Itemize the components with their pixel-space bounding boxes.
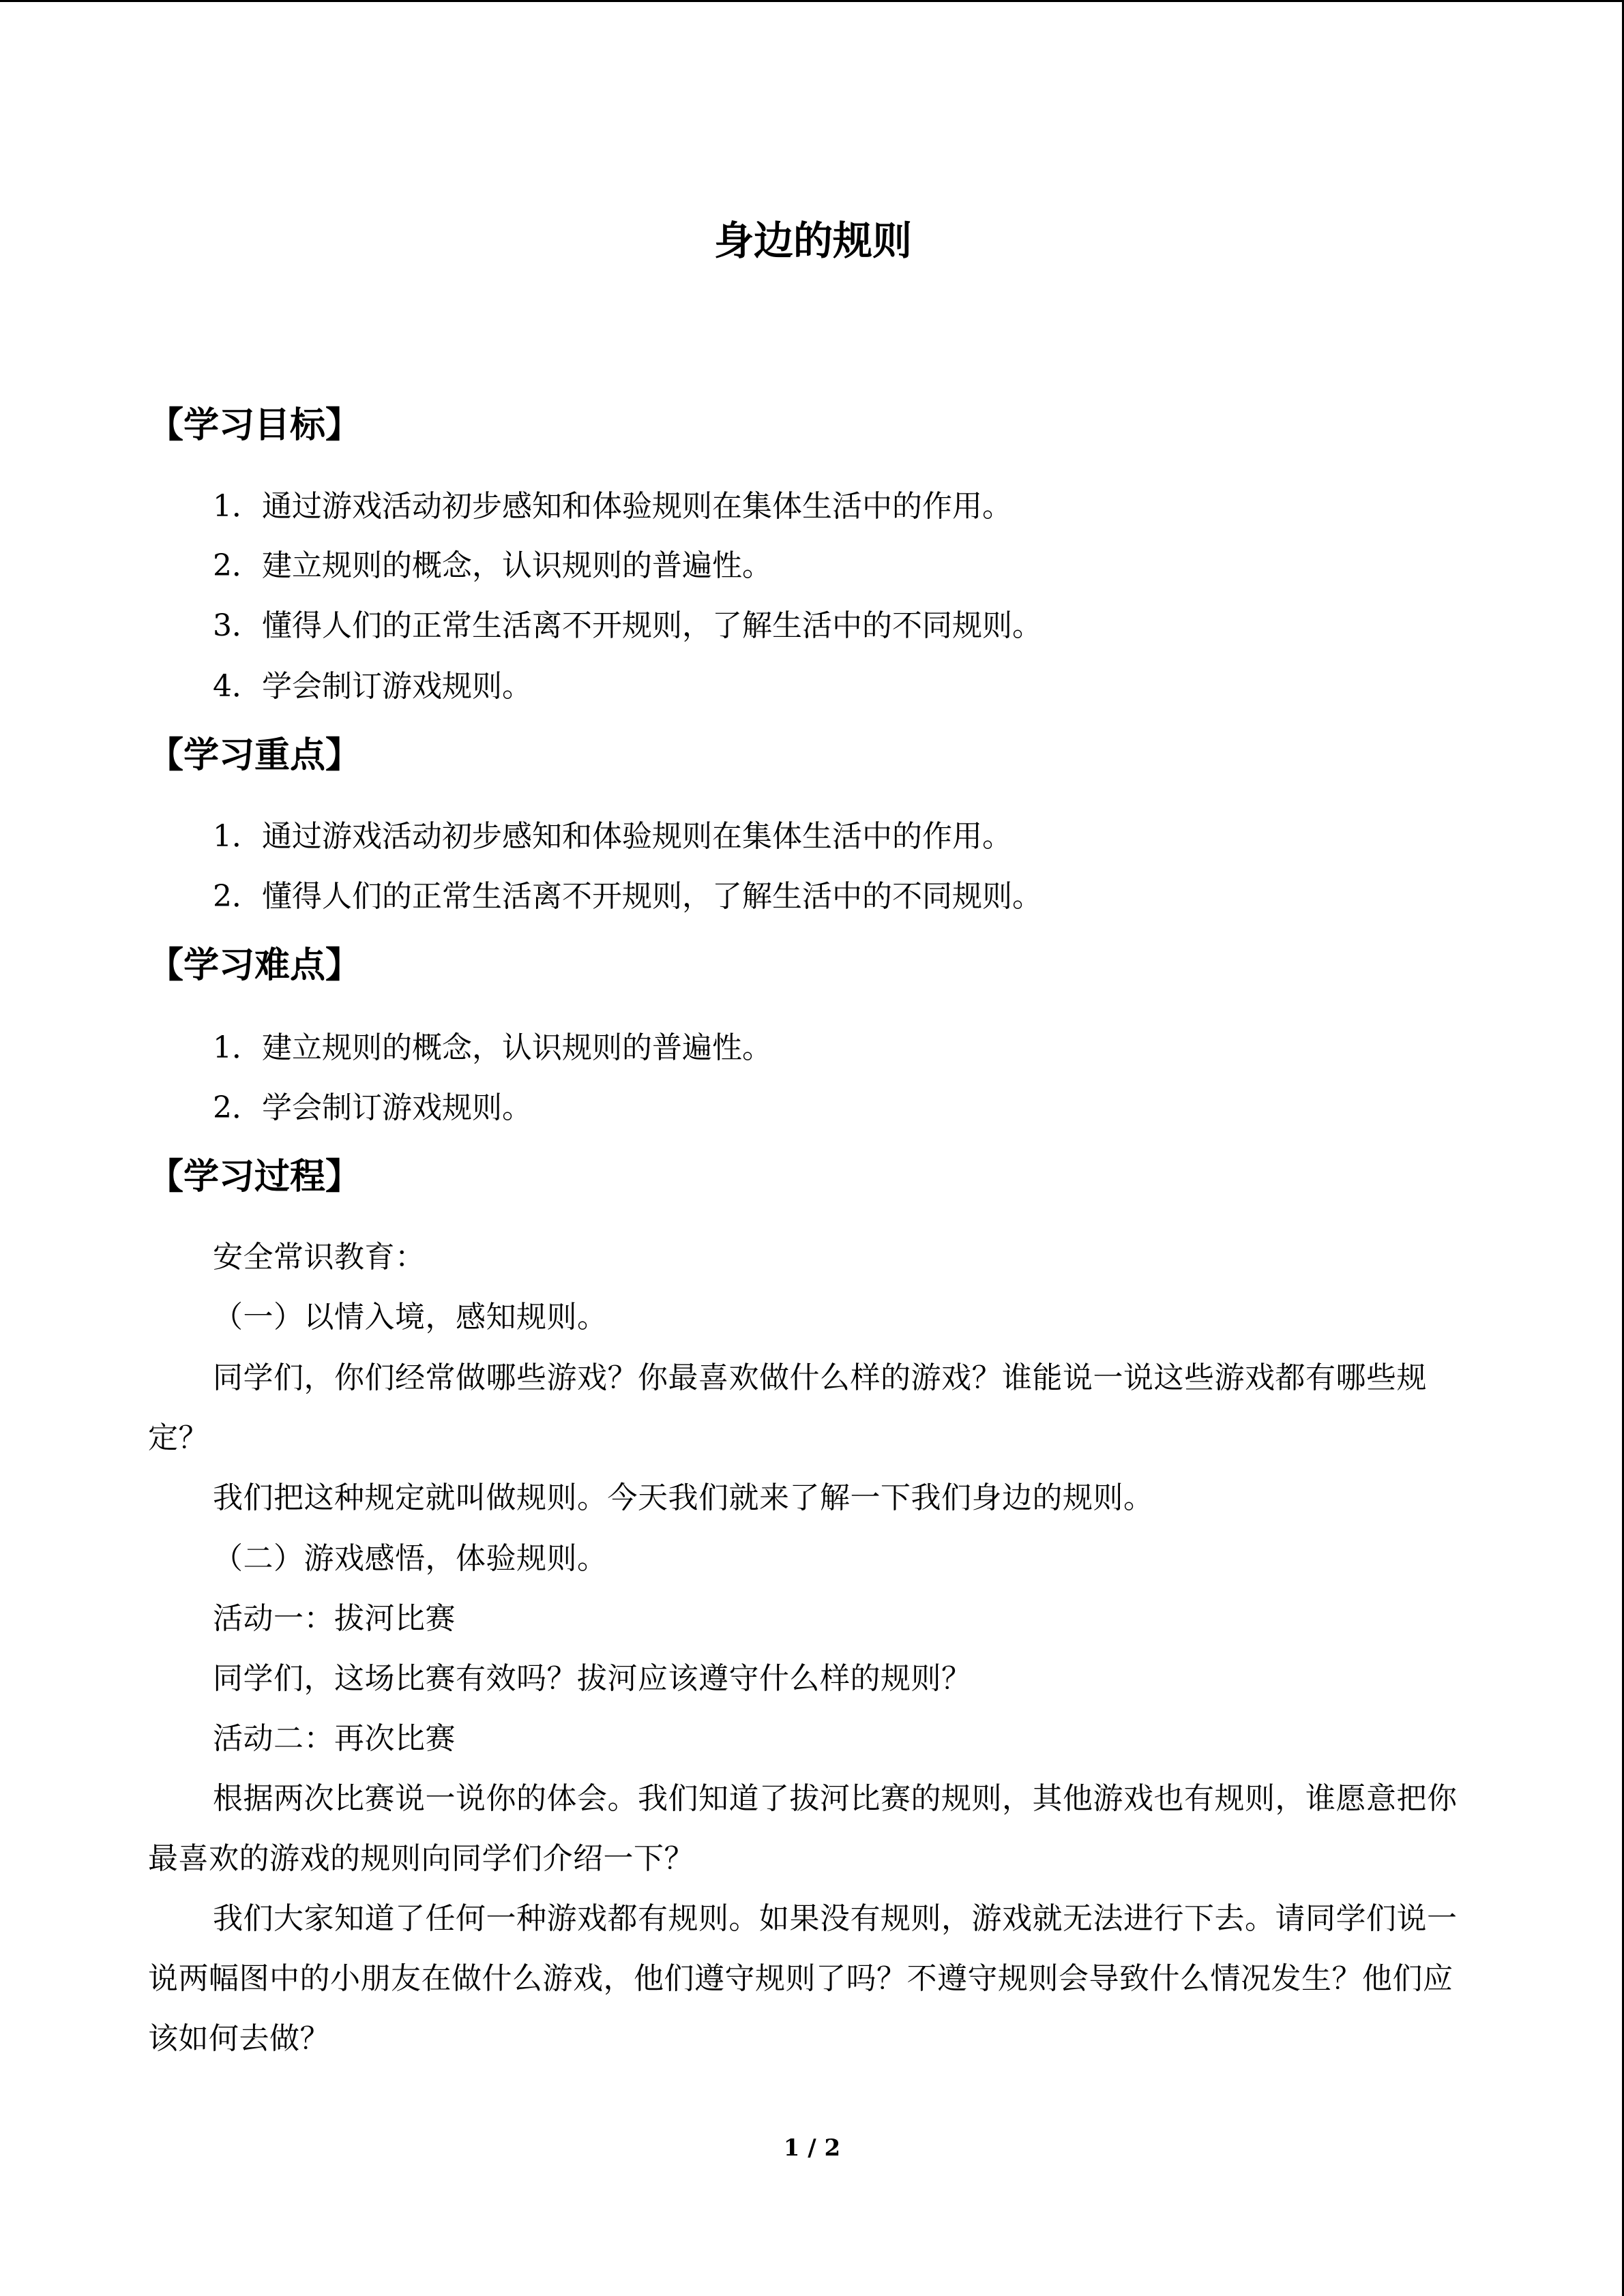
- difficulty-item: 1．建立规则的概念，认识规则的普遍性。: [213, 1030, 772, 1065]
- page-number: 1 / 2: [783, 2134, 841, 2162]
- objective-item: 2．建立规则的概念，认识规则的普遍性。: [213, 548, 772, 583]
- section-heading-difficulties: 【学习难点】: [148, 945, 361, 986]
- process-paragraph: （一）以情入境，感知规则。: [213, 1300, 608, 1335]
- section-heading-key-points: 【学习重点】: [148, 735, 361, 776]
- process-paragraph: 我们把这种规定就叫做规则。今天我们就来了解一下我们身边的规则。: [213, 1480, 1154, 1515]
- difficulty-item: 2．学会制订游戏规则。: [213, 1090, 532, 1125]
- process-paragraph: 活动一：拔河比赛: [213, 1601, 456, 1636]
- process-paragraph: 同学们，这场比赛有效吗？拔河应该遵守什么样的规则？: [213, 1661, 972, 1696]
- process-paragraph: （二）游戏感悟，体验规则。: [213, 1541, 608, 1576]
- page-border-top: [0, 0, 1624, 2]
- section-heading-objectives: 【学习目标】: [148, 405, 361, 446]
- process-paragraph: 安全常识教育：: [213, 1240, 426, 1274]
- document-title: 身边的规则: [713, 218, 912, 264]
- objective-item: 4．学会制订游戏规则。: [213, 669, 532, 704]
- section-heading-process: 【学习过程】: [148, 1157, 361, 1197]
- objective-item: 3．懂得人们的正常生活离不开规则，了解生活中的不同规则。: [213, 608, 1042, 643]
- key-point-item: 1．通过游戏活动初步感知和体验规则在集体生活中的作用。: [213, 819, 1012, 854]
- objective-item: 1．通过游戏活动初步感知和体验规则在集体生活中的作用。: [213, 489, 1012, 524]
- process-paragraph: 活动二：再次比赛: [213, 1721, 456, 1756]
- process-paragraph: 我们大家知道了任何一种游戏都有规则。如果没有规则，游戏就无法进行下去。请同学们说一说两幅图中的小朋友在做什么游戏，他们遵守规则了吗？不遵守规则会导致什么情况发生？他们应该如何去做？: [148, 1901, 1458, 2056]
- process-paragraph: 同学们，你们经常做哪些游戏？你最喜欢做什么样的游戏？谁能说一说这些游戏都有哪些规定？: [148, 1360, 1427, 1455]
- key-point-item: 2．懂得人们的正常生活离不开规则，了解生活中的不同规则。: [213, 879, 1042, 914]
- process-paragraph: 根据两次比赛说一说你的体会。我们知道了拔河比赛的规则，其他游戏也有规则，谁愿意把你最喜欢的游戏的规则向同学们介绍一下？: [148, 1781, 1458, 1876]
